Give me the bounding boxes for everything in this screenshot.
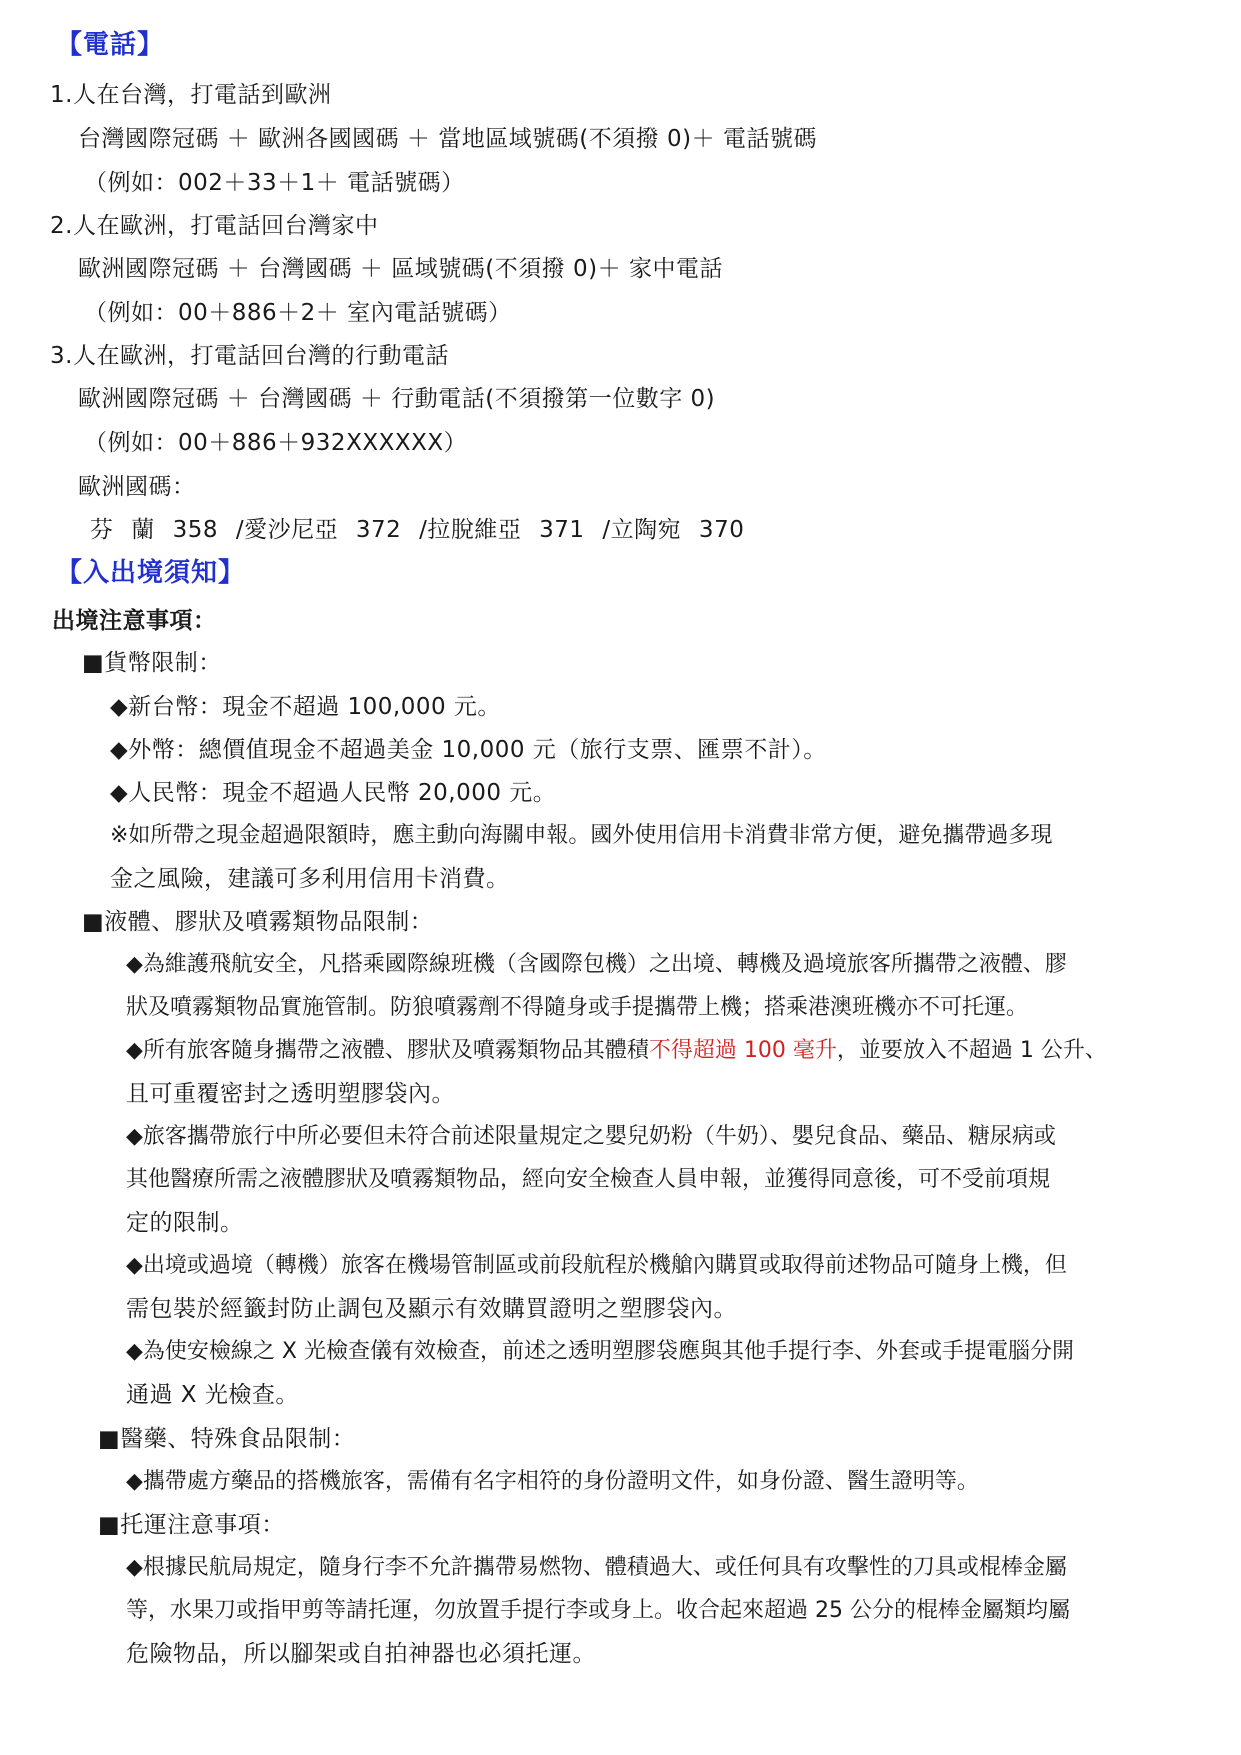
currency-note-line2: 金之風險，建議可多利用信用卡消費。: [110, 866, 510, 892]
phone-item1-formula: 台灣國際冠碼 ＋ 歐洲各國國碼 ＋ 當地區域號碼(不須撥 0)＋ 電話號碼: [78, 126, 817, 152]
liquids-p3-line1: ◆旅客攜帶旅行中所必要但未符合前述限量規定之嬰兒奶粉（牛奶）、嬰兒食品、藥品、糖尿病或: [126, 1124, 1056, 1149]
liquids-p2-pre: ◆所有旅客隨身攜帶之液體、膠狀及噴霧類物品其體積: [126, 1038, 649, 1063]
liquids-p2-line1: [126, 1036, 1107, 1066]
phone-item2-formula: 歐洲國際冠碼 ＋ 台灣國碼 ＋ 區域號碼(不須撥 0)＋ 家中電話: [78, 256, 723, 282]
liquids-p2-post: ，並要放入不超過 1 公升、: [836, 1038, 1107, 1063]
liquids-p4-line1: ◆出境或過境（轉機）旅客在機場管制區或前段航程於機艙內購買或取得前述物品可隨身上機，但: [126, 1253, 1067, 1278]
medicine-title: ■醫藥、特殊食品限制：: [98, 1426, 356, 1452]
currency-twd: ◆新台幣：現金不超過 100,000 元。: [110, 694, 501, 720]
phone-item1-title: 1.人在台灣，打電話到歐洲: [50, 82, 332, 108]
checked-title: ■托運注意事項：: [98, 1512, 285, 1538]
checked-p1-line1: ◆根據民航局規定，隨身行李不允許攜帶易燃物、體積過大、或任何具有攻擊性的刀具或棍棒金屬: [126, 1555, 1067, 1580]
phone-item2-example: （例如：00＋886＋2＋ 室內電話號碼）: [84, 300, 512, 326]
phone-item3-formula: 歐洲國際冠碼 ＋ 台灣國碼 ＋ 行動電話(不須撥第一位數字 0): [78, 386, 716, 412]
currency-rmb: ◆人民幣：現金不超過人民幣 20,000 元。: [110, 780, 557, 806]
currency-note-line1: ※如所帶之現金超過限額時，應主動向海關申報。國外使用信用卡消費非常方便，避免攜帶過多現: [110, 823, 1053, 848]
phone-item3-example: （例如：00＋886＋932XXXXXX）: [84, 430, 468, 456]
liquids-p5-line1: ◆為使安檢線之 X 光檢查儀有效檢查，前述之透明塑膠袋應與其他手提行李、外套或手提電腦分開: [126, 1339, 1074, 1364]
country-codes-label: 歐洲國碼：: [78, 474, 196, 500]
liquids-p3-line3: 定的限制。: [126, 1210, 244, 1236]
checked-p1-line3: 危險物品，所以腳架或自拍神器也必須托運。: [126, 1641, 596, 1667]
liquids-title: ■液體、膠狀及噴霧類物品限制：: [82, 909, 434, 935]
liquids-p2-limit-red: 不得超過 100 毫升: [648, 1038, 837, 1063]
liquids-p3-line2: 其他醫療所需之液體膠狀及噴霧類物品，經向安全檢查人員申報，並獲得同意後，可不受前項規: [126, 1167, 1051, 1192]
liquids-p4-line2: 需包裝於經籤封防止調包及顯示有效購買證明之塑膠袋內。: [126, 1296, 737, 1322]
checked-p1-line2: 等，水果刀或指甲剪等請托運，勿放置手提行李或身上。收合起來超過 25 公分的棍棒金屬類均屬: [126, 1598, 1070, 1623]
liquids-p2-line2: 且可重覆密封之透明塑膠袋內。: [126, 1081, 455, 1107]
immigration-heading: 【入出境須知】: [56, 558, 246, 588]
phone-item1-example: （例如：002＋33＋1＋ 電話號碼）: [84, 170, 465, 196]
phone-heading: 【電話】: [56, 30, 165, 60]
phone-item2-title: 2.人在歐洲，打電話回台灣家中: [50, 213, 379, 239]
currency-foreign: ◆外幣：總價值現金不超過美金 10,000 元（旅行支票、匯票不計）。: [110, 737, 827, 763]
phone-item3-title: 3.人在歐洲，打電話回台灣的行動電話: [50, 343, 449, 369]
medicine-p1: ◆攜帶處方藥品的搭機旅客，需備有名字相符的身份證明文件，如身份證、醫生證明等。: [126, 1469, 979, 1494]
country-codes: 芬 蘭 358 /愛沙尼亞 372 /拉脫維亞 371 /立陶宛 370: [90, 517, 745, 543]
currency-title: ■貨幣限制：: [82, 650, 222, 676]
liquids-p1-line1: ◆為維護飛航安全，凡搭乘國際線班機（含國際包機）之出境、轉機及過境旅客所攜帶之液體、膠: [126, 952, 1067, 977]
departure-title: 出境注意事項：: [52, 608, 217, 634]
liquids-p1-line2: 狀及噴霧類物品實施管制。防狼噴霧劑不得隨身或手提攜帶上機；搭乘港澳班機亦不可托運。: [126, 995, 1029, 1020]
liquids-p5-line2: 通過 X 光檢查。: [126, 1382, 299, 1408]
